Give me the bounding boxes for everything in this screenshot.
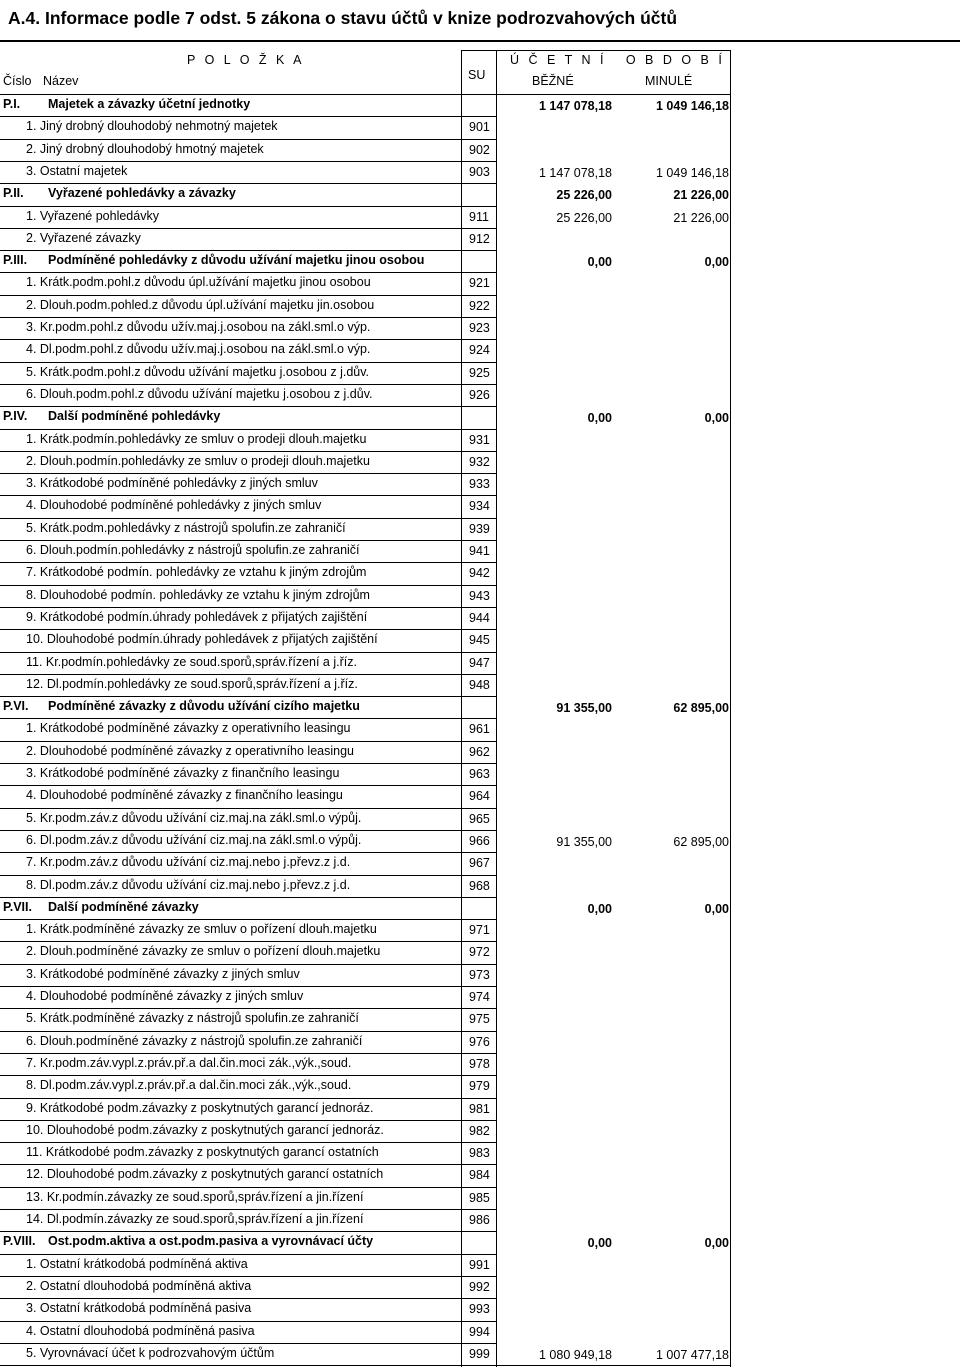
- row-su: 975: [469, 1012, 490, 1027]
- row-su: 981: [469, 1101, 490, 1116]
- row-su: 924: [469, 343, 490, 358]
- row-label: 3. Kr.podm.pohl.z důvodu užív.maj.j.osobou na zákl.sml.o výp.: [26, 320, 371, 334]
- row-divider: [0, 116, 497, 117]
- row-label: 7. Kr.podm.záv.z důvodu užívání ciz.maj.nebo j.převz.z j.d.: [26, 855, 351, 870]
- row-value-bezne: 1 147 078,18: [539, 99, 612, 113]
- row-su: 983: [469, 1146, 490, 1161]
- row-value-minule: 1 007 477,18: [656, 1347, 729, 1362]
- row-divider: [0, 1298, 497, 1299]
- row-divider: [0, 362, 497, 363]
- row-label: 2. Ostatní dlouhodobá podmíněná aktiva: [26, 1278, 252, 1293]
- row-label: 8. Dl.podm.záv.z důvodu užívání ciz.maj.nebo j.převz.z j.d.: [26, 877, 351, 892]
- row-value-bezne: 1 080 949,18: [539, 1347, 612, 1362]
- row-su: 978: [469, 1056, 490, 1071]
- row-label: 4. Ostatní dlouhodobá podmíněná pasiva: [26, 1323, 255, 1338]
- row-divider: [0, 1254, 497, 1255]
- row-su: 933: [469, 477, 490, 492]
- row-label: 5. Krátk.podm.pohledávky z nástrojů spolufin.ze zahraničí: [26, 520, 346, 535]
- row-su: 971: [469, 923, 490, 938]
- row-divider: [0, 429, 497, 430]
- row-label: 3. Krátkodobé podmíněné pohledávky z jiných smluv: [26, 476, 318, 491]
- row-label: 1. Vyřazené pohledávky: [26, 208, 159, 223]
- row-label: 8. Dl.podm.záv.vypl.z.práv.př.a dal.čin.moci zák.,výk.,soud.: [26, 1078, 352, 1093]
- row-label: 9. Krátkodobé podm.závazky z poskytnutých garancí jednoráz.: [26, 1100, 374, 1115]
- row-label: 2. Jiný drobný dlouhodobý hmotný majetek: [26, 141, 264, 156]
- section-heading: Další podmíněné závazky: [48, 899, 199, 914]
- row-su: 968: [469, 878, 490, 893]
- row-label: 5. Krátk.podmíněné závazky z nástrojů spolufin.ze zahraničí: [26, 1011, 359, 1026]
- row-divider: [0, 785, 497, 786]
- row-divider: [0, 1343, 497, 1344]
- header-su: SU: [468, 68, 486, 82]
- row-label: 8. Dlouhodobé podmín. pohledávky ze vztahu k jiným zdrojům: [26, 587, 370, 602]
- row-divider: [0, 228, 497, 229]
- section-heading: Podmíněné závazky z důvodu užívání cizího majetku: [48, 699, 360, 714]
- row-label: 2. Dlouh.podmíněné závazky ze smluv o pořízení dlouh.majetku: [26, 944, 381, 959]
- row-value-bezne: 0,00: [587, 901, 612, 916]
- row-label: 4. Dlouhodobé podmíněné závazky z jiných smluv: [26, 989, 304, 1003]
- row-su: 992: [469, 1279, 490, 1294]
- row-divider: [0, 1031, 497, 1032]
- row-divider: [0, 1321, 497, 1322]
- row-divider: [0, 206, 497, 207]
- row-su: 999: [469, 1346, 490, 1361]
- row-su: 976: [469, 1034, 490, 1049]
- row-label: 1. Krátk.podmín.pohledávky ze smluv o prodeji dlouh.majetku: [26, 431, 367, 446]
- row-divider: [0, 495, 497, 496]
- row-su: 943: [469, 588, 490, 603]
- row-divider: [0, 830, 497, 831]
- row-su: 945: [469, 633, 490, 648]
- row-divider: [0, 1075, 497, 1076]
- row-su: 911: [469, 209, 489, 224]
- row-su: 944: [469, 610, 490, 625]
- row-su: 991: [469, 1257, 490, 1272]
- row-label: 4. Dlouhodobé podmíněné pohledávky z jiných smluv: [26, 498, 322, 513]
- row-su: 902: [469, 142, 490, 157]
- row-divider: [0, 1120, 497, 1121]
- header-minule: MINULÉ: [645, 74, 693, 88]
- row-su: 912: [469, 231, 490, 246]
- row-number: P.VII.: [3, 899, 32, 914]
- row-su: 986: [469, 1213, 490, 1227]
- row-label: 3. Krátkodobé podmíněné závazky z jiných smluv: [26, 966, 300, 981]
- row-divider: [0, 607, 497, 608]
- row-divider: [0, 741, 497, 742]
- row-su: 921: [469, 276, 490, 291]
- row-label: 4. Dl.podm.pohl.z důvodu užív.maj.j.osobou na zákl.sml.o výp.: [26, 342, 371, 357]
- header-cislo: Číslo: [3, 74, 32, 88]
- page-title: A.4. Informace podle 7 odst. 5 zákona o stavu účtů v knize podrozvahových účtů: [8, 8, 678, 28]
- row-divider: [0, 941, 497, 942]
- row-su: 974: [469, 990, 490, 1004]
- row-value-minule: 21 226,00: [673, 210, 729, 225]
- row-su: 925: [469, 365, 490, 380]
- row-label: 5. Kr.podm.záv.z důvodu užívání ciz.maj.na zákl.sml.o výpůj.: [26, 810, 362, 825]
- row-value-minule: 0,00: [704, 1236, 729, 1251]
- row-su: 962: [469, 744, 490, 759]
- title-underline: [0, 40, 960, 42]
- row-label: 10. Dlouhodobé podm.závazky z poskytnutých garancí jednoráz.: [26, 1122, 384, 1137]
- row-su: 948: [469, 677, 490, 692]
- row-su: 967: [469, 856, 490, 871]
- row-su: 901: [469, 120, 490, 135]
- row-number: P.III.: [3, 253, 28, 268]
- row-divider: [0, 986, 497, 987]
- row-su: 931: [469, 432, 490, 447]
- header-ucetni-obdobi: Ú Č E T N Í O B D O B Í: [510, 53, 725, 67]
- row-label: 2. Dlouhodobé podmíněné závazky z operativního leasingu: [26, 743, 354, 758]
- row-su: 903: [469, 164, 490, 179]
- row-divider: [0, 384, 497, 385]
- row-su: 972: [469, 945, 490, 960]
- row-label: 3. Ostatní majetek: [26, 163, 128, 178]
- row-su: 973: [469, 967, 490, 982]
- row-su: 939: [469, 521, 490, 536]
- row-su: 965: [469, 811, 490, 826]
- accounts-table: [0, 50, 960, 1367]
- row-su: 982: [469, 1123, 490, 1138]
- section-heading: Ost.podm.aktiva a ost.podm.pasiva a vyrovnávací účty: [48, 1234, 374, 1249]
- row-value-minule: 0,00: [704, 411, 729, 426]
- section-heading: Podmíněné pohledávky z důvodu užívání majetku jinou osobou: [48, 253, 425, 268]
- row-label: 12. Dl.podmín.pohledávky ze soud.sporů,správ.řízení a j.říz.: [26, 676, 358, 691]
- row-divider: [0, 652, 497, 653]
- row-label: 12. Dlouhodobé podm.závazky z poskytnutých garancí ostatních: [26, 1167, 384, 1182]
- row-label: 6. Dlouh.podmíněné závazky z nástrojů spolufin.ze zahraničí: [26, 1033, 363, 1048]
- row-label: 7. Krátkodobé podmín. pohledávky ze vztahu k jiným zdrojům: [26, 565, 367, 580]
- row-divider: [0, 1008, 497, 1009]
- row-divider: [0, 808, 497, 809]
- row-divider: [0, 1276, 497, 1277]
- row-number: P.VI.: [3, 699, 29, 714]
- row-divider: [0, 339, 497, 340]
- row-divider: [0, 562, 497, 563]
- row-divider: [0, 1164, 497, 1165]
- row-divider: [0, 451, 497, 452]
- row-divider: [0, 317, 497, 318]
- row-value-bezne: 25 226,00: [556, 210, 612, 225]
- row-label: 3. Ostatní krátkodobá podmíněná pasiva: [26, 1301, 252, 1316]
- row-divider: [0, 518, 497, 519]
- row-su: 966: [469, 833, 490, 848]
- row-number: P.IV.: [3, 409, 28, 424]
- section-heading: Další podmíněné pohledávky: [48, 409, 221, 424]
- row-divider: [0, 1209, 497, 1210]
- header-bezne: BĚŽNÉ: [532, 74, 574, 88]
- row-divider: [0, 161, 497, 162]
- row-label: 1. Ostatní krátkodobá podmíněná aktiva: [26, 1256, 248, 1271]
- row-label: 5. Krátk.podm.pohl.z důvodu užívání majetku j.osobou z j.dův.: [26, 364, 370, 379]
- row-label: 11. Kr.podmín.pohledávky ze soud.sporů,správ.řízení a j.říz.: [26, 654, 357, 669]
- row-label: 11. Krátkodobé podm.závazky z poskytnutých garancí ostatních: [26, 1145, 379, 1160]
- header-bottom-border: [0, 94, 731, 95]
- header-top-border: [461, 50, 731, 51]
- row-divider: [0, 1053, 497, 1054]
- row-su: 979: [469, 1079, 490, 1094]
- row-su: 961: [469, 722, 490, 737]
- row-divider: [0, 1098, 497, 1099]
- row-su: 994: [469, 1324, 490, 1339]
- row-number: P.VIII.: [3, 1234, 36, 1249]
- row-divider: [0, 897, 497, 898]
- row-label: 6. Dl.podm.záv.z důvodu užívání ciz.maj.na zákl.sml.o výpůj.: [26, 832, 362, 847]
- row-label: 3. Krátkodobé podmíněné závazky z finančního leasingu: [26, 766, 340, 780]
- row-divider: [0, 875, 497, 876]
- row-su: 922: [469, 298, 490, 313]
- section-heading: Vyřazené pohledávky a závazky: [48, 186, 236, 201]
- row-divider: [0, 919, 497, 920]
- row-su: 942: [469, 566, 490, 581]
- row-label: 2. Vyřazené závazky: [26, 230, 141, 245]
- row-divider: [0, 473, 497, 474]
- row-divider: [0, 406, 497, 407]
- row-value-minule: 62 895,00: [673, 834, 729, 849]
- row-label: 1. Krátkodobé podmíněné závazky z operativního leasingu: [26, 721, 351, 736]
- row-divider: [0, 1365, 497, 1366]
- row-value-bezne: 91 355,00: [556, 834, 612, 849]
- row-divider: [0, 964, 497, 965]
- row-label: 4. Dlouhodobé podmíněné závazky z finančního leasingu: [26, 788, 343, 803]
- row-label: 14. Dl.podmín.závazky ze soud.sporů,správ.řízení a jin.řízení: [26, 1212, 364, 1226]
- row-value-minule: 1 049 146,18: [656, 165, 729, 180]
- row-divider: [0, 629, 497, 630]
- row-su: 964: [469, 789, 490, 804]
- row-label: 2. Dlouh.podmín.pohledávky ze smluv o prodeji dlouh.majetku: [26, 453, 370, 468]
- row-divider: [0, 763, 497, 764]
- row-su: 926: [469, 387, 490, 402]
- row-value-minule: 1 049 146,18: [656, 99, 729, 113]
- row-su: 932: [469, 454, 490, 469]
- row-su: 934: [469, 499, 490, 514]
- row-label: 6. Dlouh.podmín.pohledávky z nástrojů spolufin.ze zahraničí: [26, 543, 360, 557]
- row-value-minule: 62 895,00: [673, 701, 729, 716]
- row-divider: [0, 1142, 497, 1143]
- row-label: 9. Krátkodobé podmín.úhrady pohledávek z přijatých zajištění: [26, 609, 368, 624]
- row-label: 13. Kr.podmín.závazky ze soud.sporů,správ.řízení a jin.řízení: [26, 1189, 364, 1204]
- row-divider: [0, 1187, 497, 1188]
- row-number: P.II.: [3, 186, 24, 201]
- table-bottom-border: [461, 1365, 731, 1366]
- row-label: 6. Dlouh.podm.pohl.z důvodu užívání majetku j.osobou z j.dův.: [26, 386, 373, 401]
- row-su: 947: [469, 655, 490, 670]
- row-value-bezne: 1 147 078,18: [539, 165, 612, 180]
- row-su: 993: [469, 1302, 490, 1317]
- row-value-bezne: 0,00: [587, 411, 612, 426]
- row-divider: [0, 852, 497, 853]
- row-divider: [0, 674, 497, 675]
- column-divider-end: [730, 50, 731, 1367]
- row-label: 1. Krátk.podmíněné závazky ze smluv o pořízení dlouh.majetku: [26, 922, 377, 937]
- row-divider: [0, 1231, 497, 1232]
- row-value-minule: 0,00: [704, 901, 729, 916]
- section-heading: Majetek a závazky účetní jednotky: [48, 97, 251, 111]
- row-value-bezne: 25 226,00: [556, 188, 612, 203]
- row-divider: [0, 585, 497, 586]
- row-divider: [0, 272, 497, 273]
- row-label: 2. Dlouh.podm.pohled.z důvodu úpl.užívání majetku jin.osobou: [26, 297, 375, 312]
- column-divider-su: [461, 50, 462, 1367]
- header-polozka: P O L O Ž K A: [187, 53, 305, 67]
- row-number: P.I.: [3, 97, 21, 111]
- header-nazev: Název: [43, 74, 79, 88]
- row-su: 923: [469, 321, 490, 335]
- row-divider: [0, 295, 497, 296]
- row-label: 1. Krátk.podm.pohl.z důvodu úpl.užívání majetku jinou osobou: [26, 275, 371, 290]
- row-su: 985: [469, 1190, 490, 1205]
- row-value-minule: 0,00: [704, 255, 729, 270]
- row-su: 963: [469, 767, 490, 781]
- row-su: 941: [469, 544, 490, 558]
- row-divider: [0, 696, 497, 697]
- row-label: 1. Jiný drobný dlouhodobý nehmotný majetek: [26, 119, 278, 134]
- row-divider: [0, 139, 497, 140]
- row-su: 984: [469, 1168, 490, 1183]
- row-divider: [0, 540, 497, 541]
- row-label: 5. Vyrovnávací účet k podrozvahovým účtům: [26, 1345, 275, 1360]
- row-value-bezne: 0,00: [587, 255, 612, 270]
- row-value-minule: 21 226,00: [673, 188, 729, 203]
- row-divider: [0, 183, 497, 184]
- row-divider: [0, 718, 497, 719]
- row-divider: [0, 250, 497, 251]
- row-label: 10. Dlouhodobé podmín.úhrady pohledávek z přijatých zajištění: [26, 632, 378, 647]
- row-label: 7. Kr.podm.záv.vypl.z.práv.př.a dal.čin.moci zák.,výk.,soud.: [26, 1055, 352, 1070]
- row-value-bezne: 0,00: [587, 1236, 612, 1251]
- row-value-bezne: 91 355,00: [556, 701, 612, 716]
